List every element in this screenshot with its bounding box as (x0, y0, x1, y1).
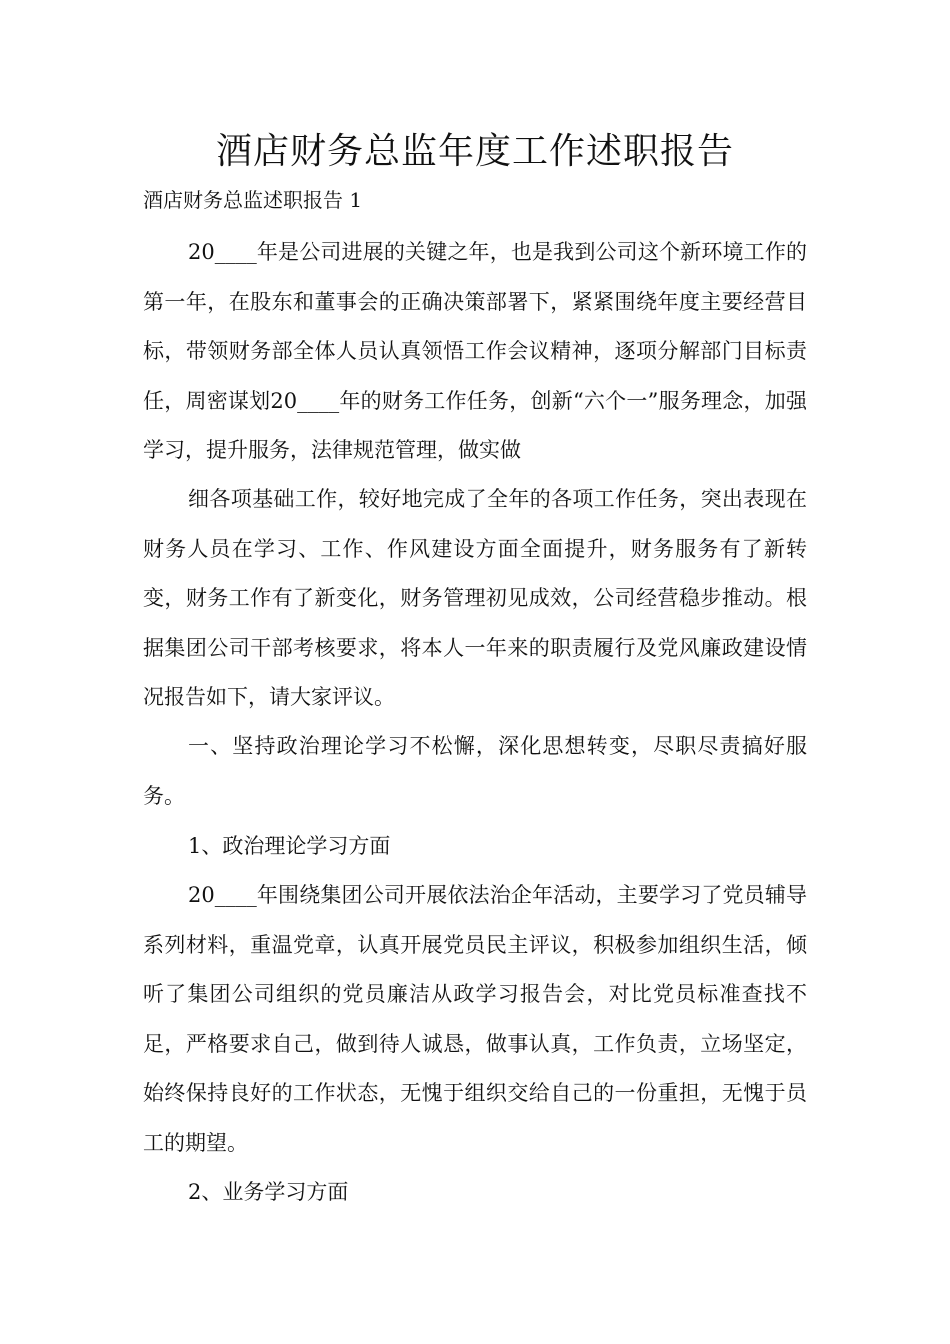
paragraph-intro: 20____年是公司进展的关键之年，也是我到公司这个新环境工作的第一年，在股东和董事会的正确决策部署下，紧紧围绕年度主要经营目标，带领财务部全体人员认真领悟工作会议精神，逐项分解部门目标责任，周密谋划20____年的财务工作任务，创新“六个一”服务理念，加强学习，提升服务，法律规范管理，做实做 (143, 240, 807, 462)
subsection-heading-political-study: 1、政治理论学习方面 (188, 834, 391, 858)
report-subtitle: 酒店财务总监述职报告 1 (143, 188, 363, 212)
paragraph-political-study: 20____年围绕集团公司开展依法治企年活动，主要学习了党员辅导系列材料，重温党章，认真开展党员民主评议，积极参加组织生活，倾听了集团公司组织的党员廉洁从政学习报告会，对比党员标准查找不足，严格要求自己，做到待人诚恳，做事认真，工作负责，立场坚定，始终保持良好的工作状态，无愧于组织交给自己的一份重担，无愧于员工的期望。 (143, 883, 807, 1155)
paragraph-summary: 细各项基础工作，较好地完成了全年的各项工作任务，突出表现在财务人员在学习、工作、作风建设方面全面提升，财务服务有了新转变，财务工作有了新变化，财务管理初见成效，公司经营稳步推动。根据集团公司干部考核要求，将本人一年来的职责履行及党风廉政建设情况报告如下，请大家评议。 (143, 487, 807, 709)
section-heading-one: 一、坚持政治理论学习不松懈，深化思想转变，尽职尽责搞好服务。 (143, 734, 807, 808)
document-title: 酒店财务总监年度工作述职报告 (215, 131, 734, 172)
subsection-heading-business-study: 2、业务学习方面 (188, 1180, 349, 1204)
